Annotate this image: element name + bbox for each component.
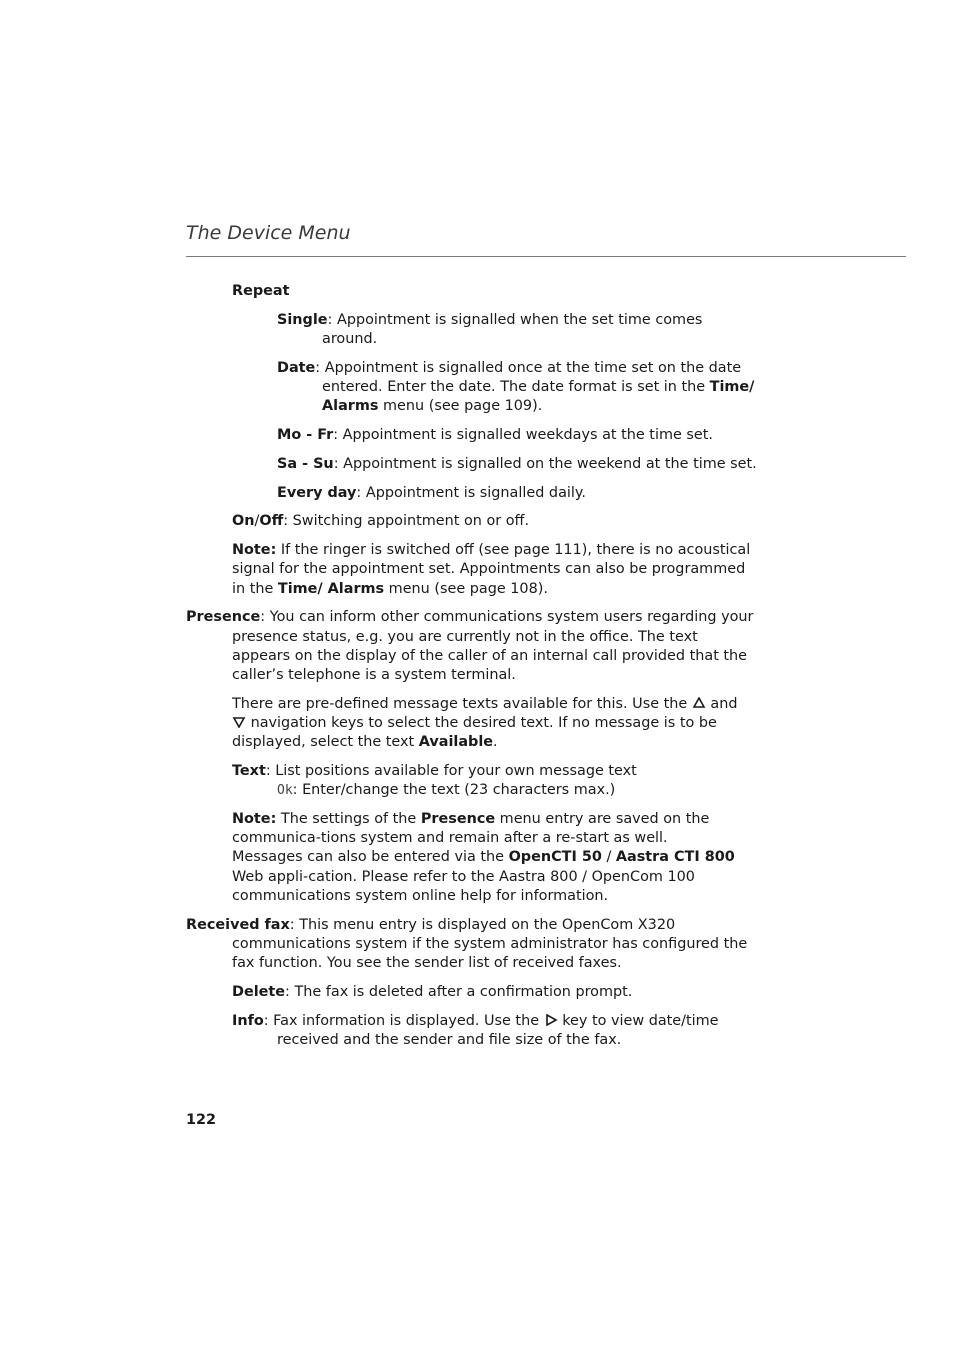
right-arrow-key-icon [544,1014,558,1026]
everyday-term: Every day [277,484,357,501]
note-ringer [232,541,757,599]
note-presence [232,810,757,906]
nav-bold-available: Available [418,734,494,751]
repeat-everyday-item [277,484,762,503]
nav-end: . [493,734,498,751]
info-text-b: key to view date/time received and the sender and file size of the fax. [277,1012,719,1048]
ok-softkey-label: Ok [277,783,293,799]
mofr-term: Mo - Fr [277,427,334,443]
note2-text-a: The settings of the [276,811,421,827]
note2-bold-aastra: Aastra CTI 800 [615,849,735,866]
nav-text-b: and [705,695,738,712]
fax-term: Received fax [186,916,290,933]
note2-text-d: Web appli-cation. Please refer to the Aastra 800 / OpenCom 100 communications system online help for information. [232,868,695,904]
onoff-item [232,512,757,531]
everyday-text: : Appointment is signalled daily. [356,484,586,501]
on-term: On [232,513,255,530]
note2-text-c: Messages can also be entered via the [232,849,509,866]
presence-entry [186,608,757,685]
repeat-single-item [277,311,762,349]
repeat-date-item [277,359,762,417]
note-label: Note: [232,542,277,559]
info-text-a: : Fax information is displayed. Use the [263,1012,544,1029]
delete-term: Delete [232,983,286,1000]
date-text-a: : Appointment is signalled once at the time set on the date entered. Enter the date. The date format is set in the [315,359,742,395]
up-arrow-key-icon [692,697,706,709]
note2-bold-opencti: OpenCTI 50 [508,849,602,866]
date-term: Date [277,359,316,376]
note2-text-b: menu entry are saved on the communica-tions system and remain after a re-start as well. [232,811,710,847]
repeat-mofr-item [277,426,762,445]
sasu-text: : Appointment is signalled on the weekend at the time set. [333,455,757,472]
delete-text: : The fax is deleted after a confirmation prompt. [285,983,633,1000]
fax-delete-item [232,983,757,1002]
header-divider [186,256,906,257]
note2-label: Note: [232,811,277,827]
date-text-b: menu (see page 109). [378,398,543,415]
nav-text-a: There are pre-defined message texts available for this. Use the [232,695,692,712]
presence-text: : You can inform other communications system users regarding your presence status, e.g. you are currently not in the office. The text appears on the display of the caller of an internal call provided that the caller’s telephone is a system terminal. [232,609,754,683]
presence-term: Presence [186,609,261,626]
repeat-heading-label: Repeat [232,283,290,299]
fax-text: : This menu entry is displayed on the OpenCom X320 communications system if the system administrator has configured the fax function. You see the sender list of received faxes. [232,916,748,972]
off-term: Off [259,513,284,530]
note-bold-menu: Time/ Alarms [277,580,385,597]
info-term: Info [232,1012,264,1029]
onoff-text: : Switching appointment on or off. [283,513,530,530]
mofr-text: : Appointment is signalled weekdays at the time set. [333,427,713,443]
note-text-b: menu (see page 108). [384,580,548,597]
nav-text-c: navigation keys to select the desired text. If no message is to be displayed, select the text [232,715,717,751]
presence-navigation-note [232,695,757,753]
note2-sep: / [601,849,616,866]
document-body [0,282,954,1060]
date-bold-menu: Time/ Alarms [322,379,755,415]
ok-text: : Enter/change the text (23 characters max.) [292,782,616,799]
received-fax-entry [186,916,757,974]
text-text: : List positions available for your own message text [265,763,637,779]
note2-bold-presence: Presence [420,811,496,827]
presence-text-item [232,762,757,800]
page-number: 122 [186,1112,217,1128]
repeat-heading [232,282,757,301]
sasu-term: Sa - Su [277,455,334,472]
fax-info-item [232,1012,757,1050]
repeat-sasu-item [277,455,762,474]
onoff-slash: / [254,513,260,530]
page-header-title: The Device Menu [186,222,351,244]
single-term: Single [277,311,328,328]
down-arrow-key-icon [232,716,246,728]
single-text: : Appointment is signalled when the set time comes around. [322,311,703,347]
note-text-a: If the ringer is switched off (see page 111), there is no acoustical signal for the appointment set. Appointments can also be programmed in the [232,542,751,597]
text-term: Text [232,763,266,779]
